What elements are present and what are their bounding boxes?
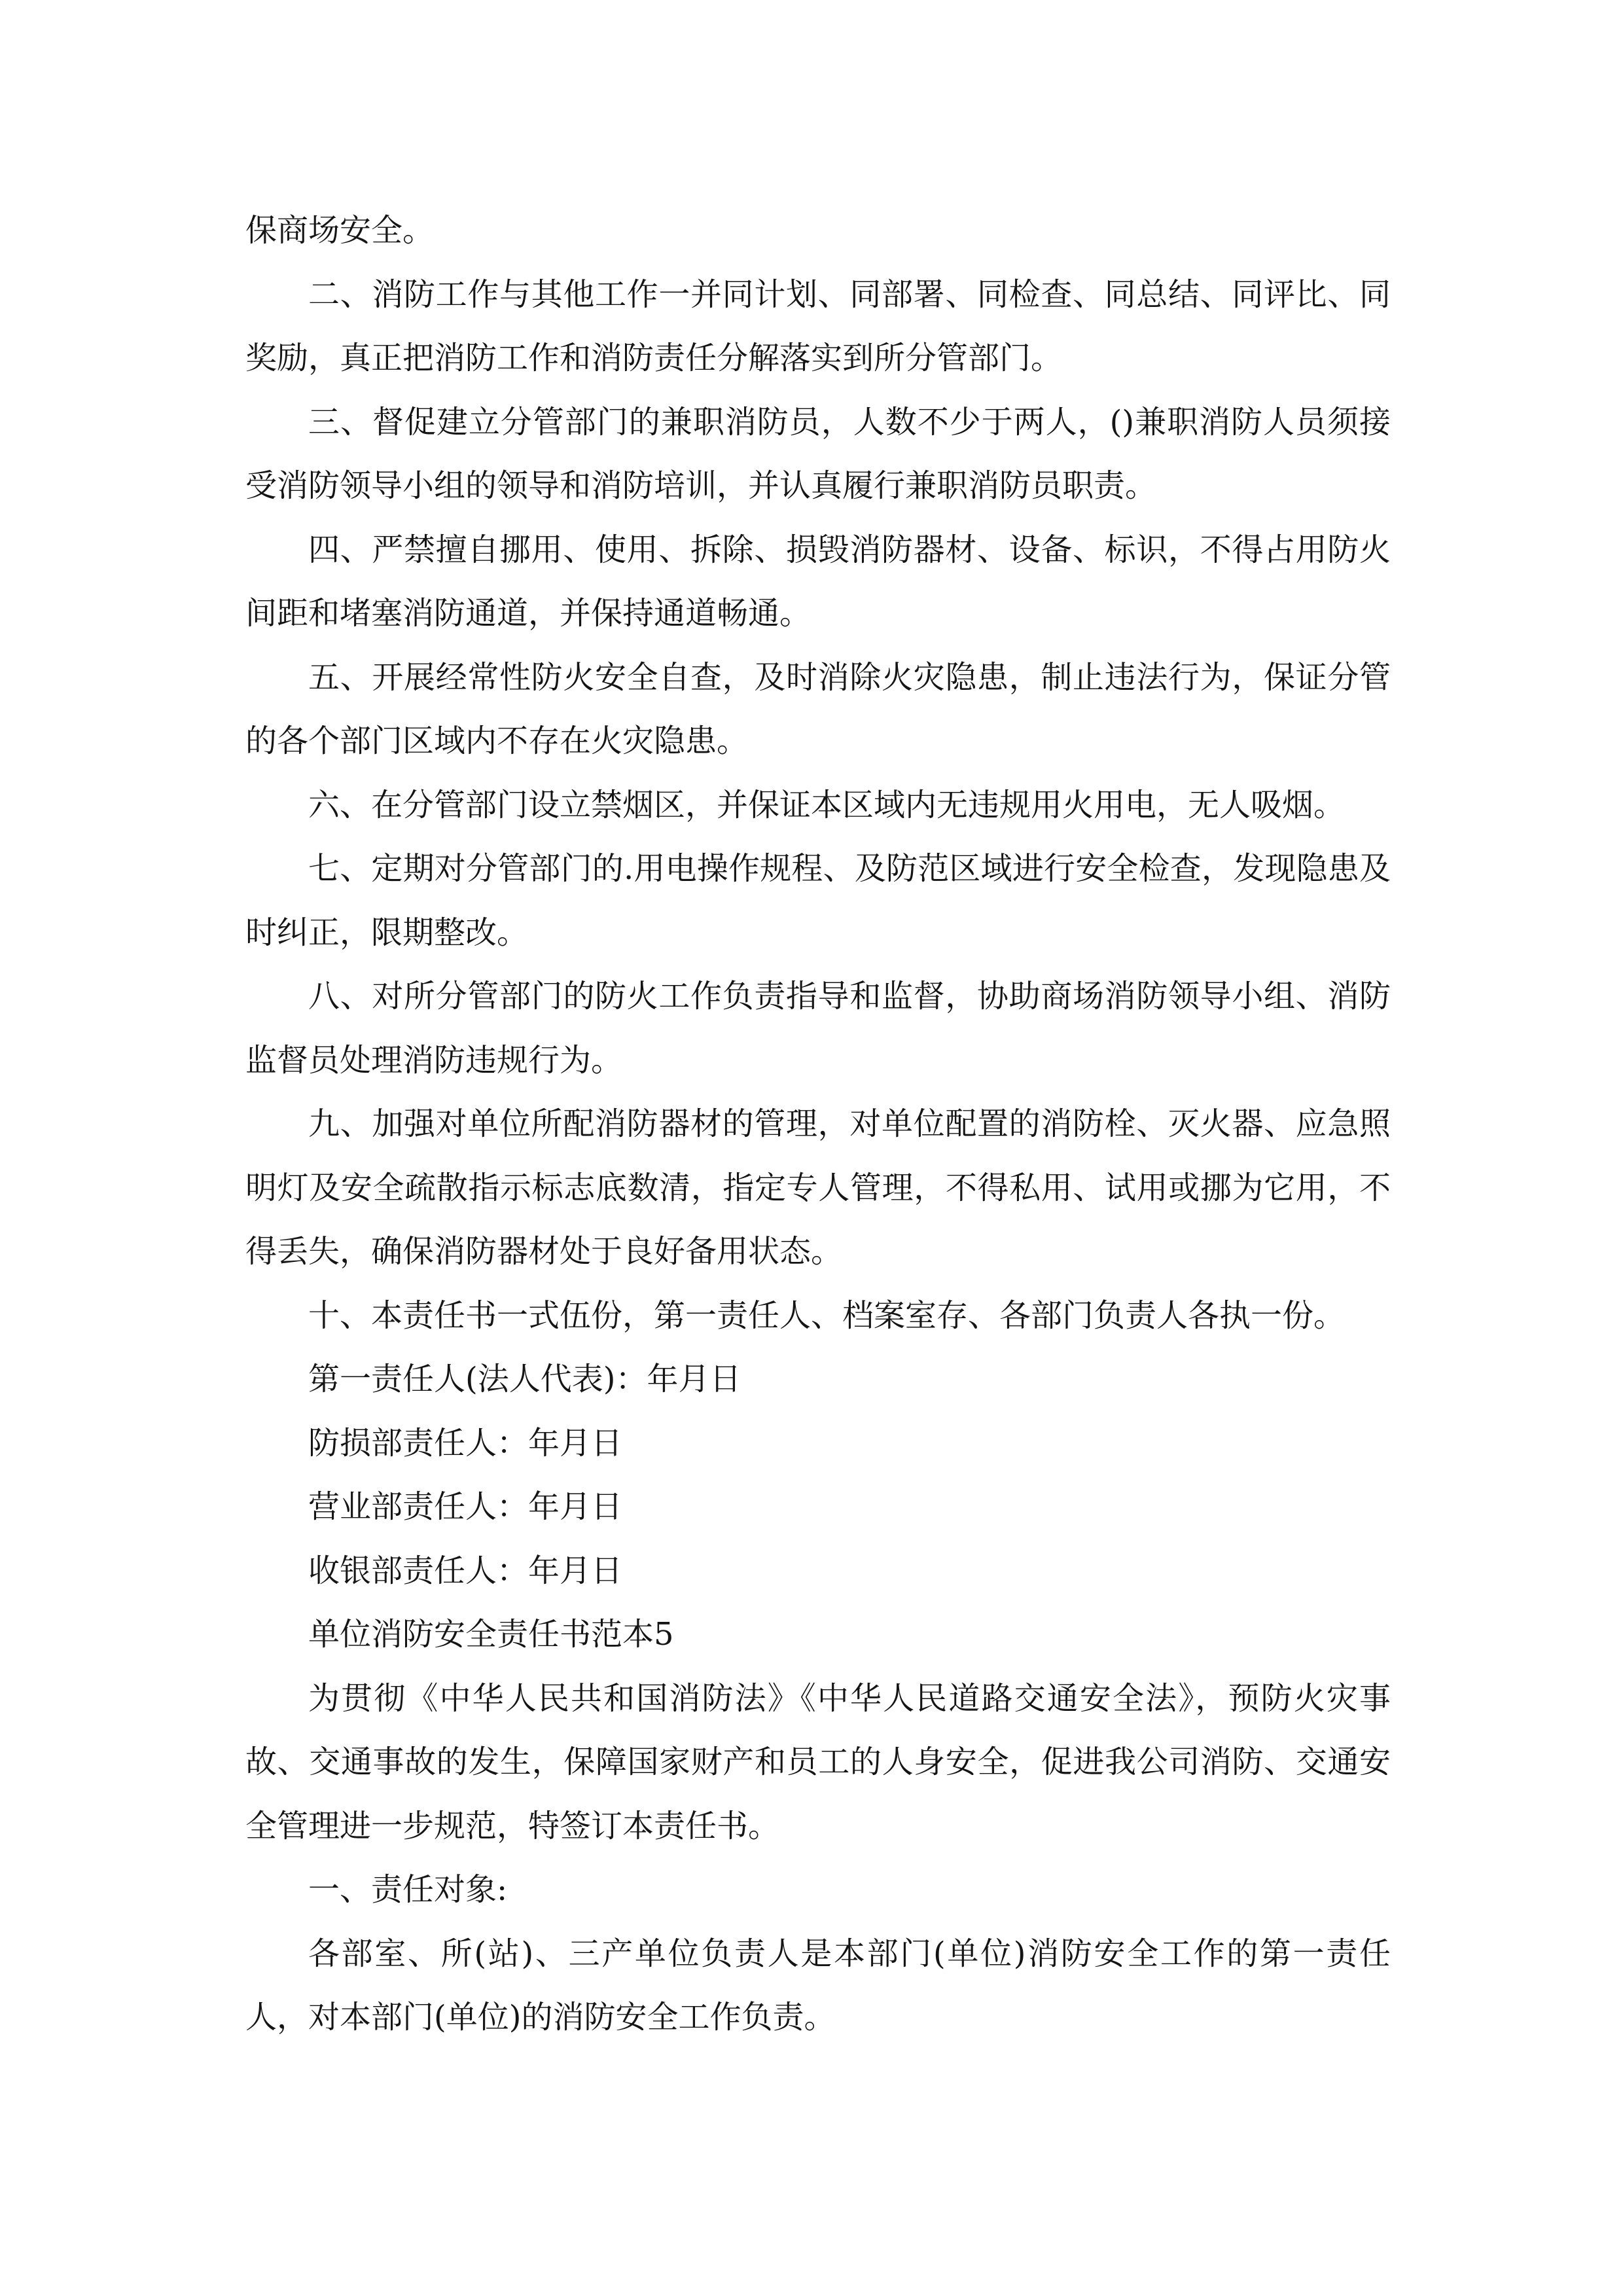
signature-line: 防损部责任人：年月日 — [308, 1424, 623, 1462]
paragraph: 八、对所分管部门的防火工作负责指导和监督，协助商场消防领导小组、消防监督员处理消防违规行为。 — [245, 978, 1391, 1079]
paragraph: 保商场安全。 — [245, 212, 435, 249]
paragraph: 三、督促建立分管部门的兼职消防员，人数不少于两人，()兼职消防人员须接受消防领导小组的领导和消防培训，并认真履行兼职消防员职责。 — [245, 403, 1391, 504]
section-title: 单位消防安全责任书范本5 — [308, 1616, 674, 1653]
paragraph: 一、责任对象: — [308, 1871, 508, 1908]
paragraph: 七、定期对分管部门的.用电操作规程、及防范区域进行安全检查，发现隐患及时纠正，限期整改。 — [245, 850, 1391, 951]
paragraph: 各部室、所(站)、三产单位负责人是本部门(单位)消防安全工作的第一责任人，对本部门(单位)的消防安全工作负责。 — [245, 1935, 1391, 2036]
paragraph: 十、本责任书一式伍份，第一责任人、档案室存、各部门负责人各执一份。 — [308, 1297, 1346, 1334]
paragraph: 四、严禁擅自挪用、使用、拆除、损毁消防器材、设备、标识，不得占用防火间距和堵塞消防通道，并保持通道畅通。 — [245, 531, 1391, 632]
signature-line: 收银部责任人：年月日 — [308, 1552, 623, 1589]
paragraph: 五、开展经常性防火安全自查，及时消除火灾隐患，制止违法行为，保证分管的各个部门区域内不存在火灾隐患。 — [245, 658, 1391, 759]
paragraph: 六、在分管部门设立禁烟区，并保证本区域内无违规用火用电，无人吸烟。 — [308, 786, 1346, 823]
paragraph: 九、加强对单位所配消防器材的管理，对单位配置的消防栓、灭火器、应急照明灯及安全疏散指示标志底数清，指定专人管理，不得私用、试用或挪为它用，不得丢失，确保消防器材处于良好备用状态。 — [245, 1105, 1391, 1270]
signature-line: 第一责任人(法人代表)：年月日 — [308, 1361, 741, 1397]
paragraph: 为贯彻《中华人民共和国消防法》《中华人民道路交通安全法》，预防火灾事故、交通事故的发生，保障国家财产和员工的人身安全，促进我公司消防、交通安全管理进一步规范，特签订本责任书。 — [245, 1679, 1391, 1844]
document-body — [245, 199, 1391, 2050]
paragraph: 二、消防工作与其他工作一并同计划、同部署、同检查、同总结、同评比、同奖励，真正把消防工作和消防责任分解落实到所分管部门。 — [245, 276, 1391, 376]
signature-line: 营业部责任人：年月日 — [308, 1488, 623, 1525]
